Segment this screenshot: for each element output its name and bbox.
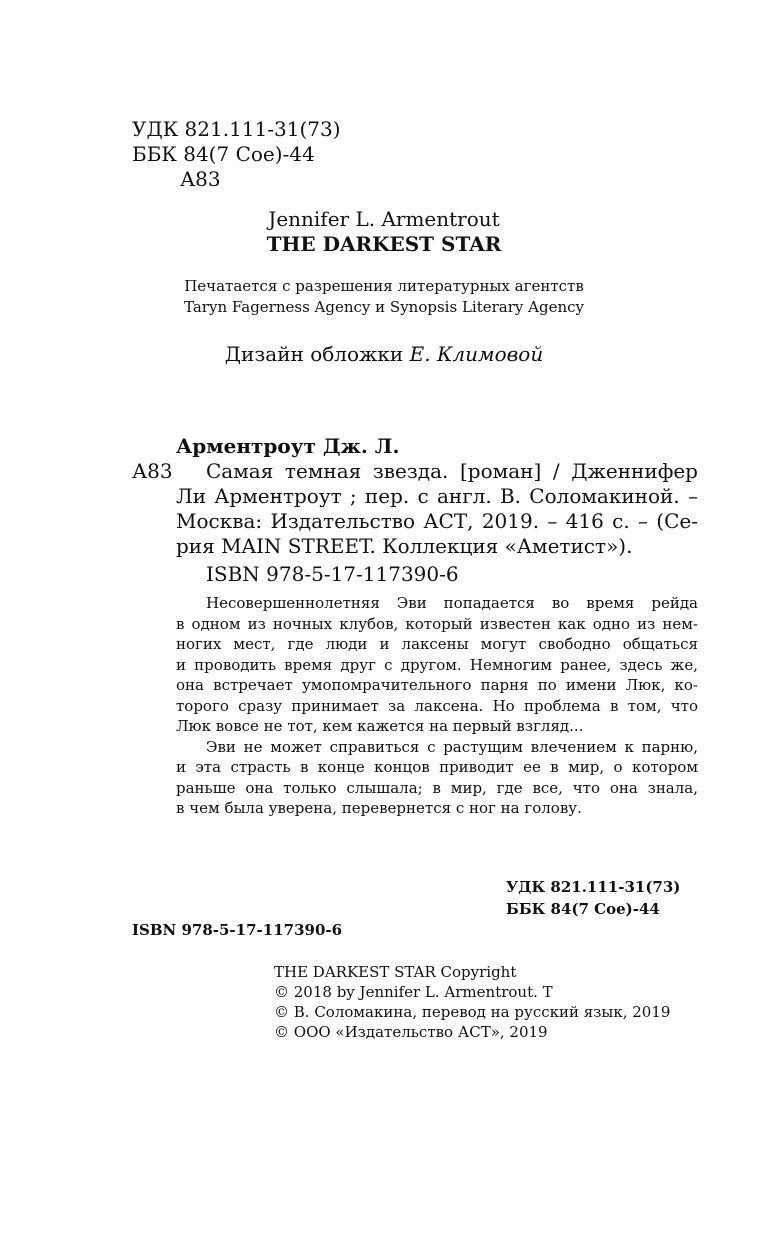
annotation-line: торого сразу принимает за лаксена. Но проблема в том, что bbox=[176, 696, 698, 715]
annotation-line: в чем была уверена, перевернется с ног на голову. bbox=[176, 799, 582, 817]
copyright-block bbox=[274, 962, 670, 1042]
catalog-line-4: рия MAIN STREET. Коллекция «Аметист»). bbox=[176, 534, 633, 558]
cover-design-label: Дизайн обложки bbox=[224, 342, 404, 366]
copyright-line: © В. Соломакина, перевод на русский язык, 2019 bbox=[274, 1003, 671, 1021]
annotation-line: Эви не может справиться с растущим влечением к парню, bbox=[206, 737, 698, 756]
annotation-line: Несовершеннолетняя Эви попадается во время рейда bbox=[206, 594, 698, 612]
catalog-mark: А83 bbox=[132, 459, 173, 483]
original-author: Jennifer L. Armentrout bbox=[268, 207, 500, 231]
author-mark: А83 bbox=[180, 167, 221, 191]
udk-code-bottom: УДК 821.111-31(73) bbox=[506, 878, 681, 896]
original-title: THE DARKEST STAR bbox=[266, 232, 502, 256]
catalog-line-3: Москва: Издательство АСТ, 2019. – 416 с. – (Се- bbox=[176, 509, 698, 533]
bbk-code: ББК 84(7 Сое)-44 bbox=[132, 142, 315, 166]
cover-designer-name: Е. Климовой bbox=[409, 342, 544, 366]
annotation-line: ногих мест, где люди и лаксены могут свободно общаться bbox=[176, 635, 698, 653]
catalog-line-2: Ли Арментроут ; пер. с англ. В. Соломакиной. – bbox=[176, 484, 698, 508]
catalog-isbn: ISBN 978-5-17-117390-6 bbox=[206, 562, 459, 586]
isbn-bottom: ISBN 978-5-17-117390-6 bbox=[132, 921, 343, 939]
annotation-line: она встречает умопомрачительного парня по имени Люк, ко- bbox=[176, 676, 698, 694]
permission-line-1: Печатается с разрешения литературных агентств bbox=[184, 277, 584, 295]
copyright-line: © 2018 by Jennifer L. Armentrout. Т bbox=[274, 983, 553, 1001]
udk-code: УДК 821.111-31(73) bbox=[132, 117, 341, 141]
annotation-line: Люк вовсе не тот, кем кажется на первый взгляд... bbox=[176, 717, 584, 735]
copyright-line: THE DARKEST STAR Copyright bbox=[274, 963, 517, 981]
copyright-line: © ООО «Издательство АСТ», 2019 bbox=[274, 1023, 548, 1041]
annotation-line: раньше она только слышала; в мир, где все, что она знала, bbox=[176, 778, 698, 797]
annotation-line: и проводить время друг с другом. Немногим ранее, здесь же, bbox=[176, 655, 698, 674]
annotation-line: в одном из ночных клубов, который известен как одно из нем- bbox=[176, 614, 698, 633]
annotation-line: и эта страсть в конце концов приводит ее в мир, о котором bbox=[176, 758, 698, 776]
bbk-code-bottom: ББК 84(7 Сое)-44 bbox=[506, 900, 660, 918]
annotation bbox=[176, 593, 698, 819]
cover-design-credit bbox=[0, 341, 768, 367]
catalog-heading: Арментроут Дж. Л. bbox=[176, 434, 400, 458]
permission-line-2: Taryn Fagerness Agency и Synopsis Literary Agency bbox=[184, 298, 584, 316]
catalog-line-1: Самая темная звезда. [роман] / Дженнифер bbox=[206, 459, 698, 483]
